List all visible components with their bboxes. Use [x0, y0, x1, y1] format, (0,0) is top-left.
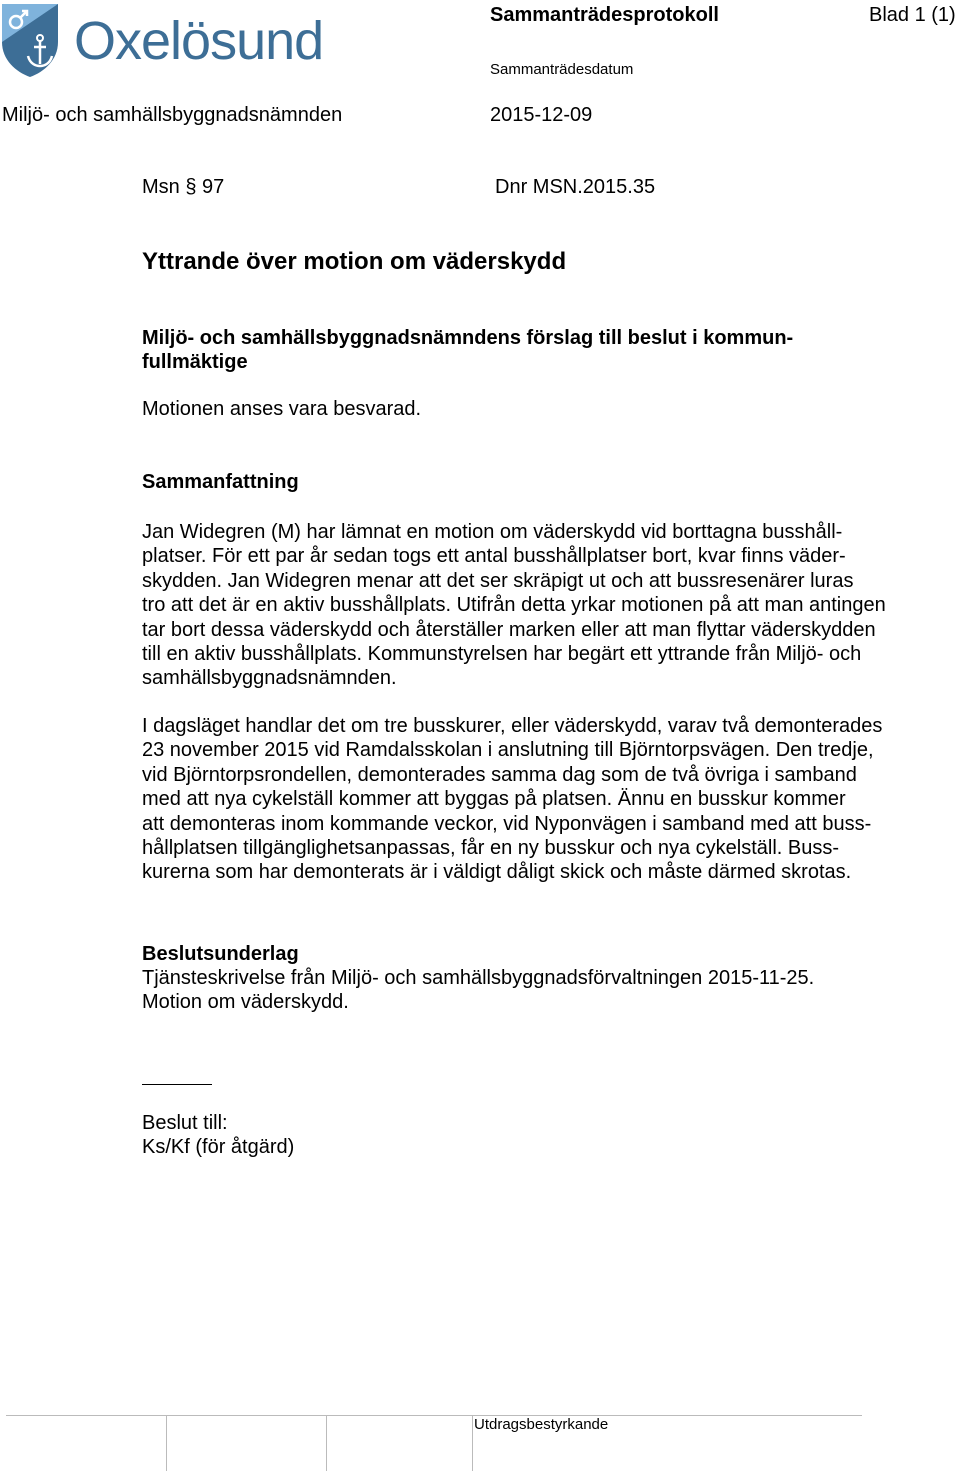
text-line: skydden. Jan Widegren menar att det ser skräpigt ut och att bussresenärer luras	[142, 569, 854, 592]
footer-divider	[6, 1415, 862, 1416]
decision-basis-item: Motion om väderskydd.	[142, 991, 349, 1013]
meeting-date: 2015-12-09	[490, 104, 593, 126]
signature-box-divider	[472, 1415, 473, 1471]
text-line: platser. För ett par år sedan togs ett antal busshållplatser bort, kvar finns väder-	[142, 545, 846, 568]
summary-paragraph-1	[142, 520, 932, 691]
document-heading: Yttrande över motion om väderskydd	[142, 248, 567, 275]
distribution-label: Beslut till:	[142, 1112, 228, 1134]
summary-heading: Sammanfattning	[142, 471, 299, 493]
municipality-shield-icon	[0, 2, 60, 78]
text-line: Jan Widegren (M) har lämnat en motion om väderskydd vid borttagna busshåll-	[142, 521, 843, 543]
protocol-title: Sammanträdesprotokoll	[490, 4, 719, 26]
text-line: med att nya cykelställ kommer att byggas på platsen. Ännu en busskur kommer	[142, 788, 846, 811]
proposed-decision: Motionen anses vara besvarad.	[142, 398, 422, 420]
summary-paragraph-2	[142, 714, 932, 885]
proposal-heading: Miljö- och samhällsbyggnadsnämndens förslag till beslut i kommun- fullmäktige	[142, 327, 794, 373]
extract-certification-label: Utdragsbestyrkande	[474, 1416, 609, 1433]
diary-number: Dnr MSN.2015.35	[495, 176, 656, 198]
committee-name: Miljö- och samhällsbyggnadsnämnden	[2, 104, 343, 126]
text-line: hållplatsen tillgänglighetsanpassas, får en ny busskur och nya cykelställ. Buss-	[142, 837, 840, 860]
text-line: vid Björntorpsrondellen, demonterades samma dag som de två övriga i samband	[142, 763, 857, 786]
text-line: samhällsbyggnadsnämnden.	[142, 667, 397, 690]
text-line: tar bort dessa väderskydd och återställer marken eller att man flyttar väderskydden	[142, 618, 876, 641]
signature-box-divider	[166, 1415, 167, 1471]
municipality-logo-text: Oxelösund	[74, 11, 324, 71]
paragraph-number: Msn § 97	[142, 176, 225, 198]
text-line: 23 november 2015 vid Ramdalsskolan i anslutning till Björntorpsvägen. Den tredje,	[142, 739, 874, 762]
decision-basis-heading: Beslutsunderlag	[142, 943, 299, 965]
text-line: att demonteras inom kommande veckor, vid Nyponvägen i samband med att buss-	[142, 812, 872, 835]
decision-basis-item: Tjänsteskrivelse från Miljö- och samhällsbyggnadsförvaltningen 2015-11-25.	[142, 967, 815, 989]
signature-box-divider	[326, 1415, 327, 1471]
page-indicator: Blad 1 (1)	[869, 4, 956, 26]
separator-line	[142, 1084, 212, 1085]
meeting-date-label: Sammanträdesdatum	[490, 61, 634, 78]
text-line: I dagsläget handlar det om tre busskurer, eller väderskydd, varav två demonterades	[142, 715, 883, 737]
text-line: till en aktiv busshållplats. Kommunstyrelsen har begärt ett yttrande från Miljö- och	[142, 643, 862, 666]
distribution-recipients: Ks/Kf (för åtgärd)	[142, 1136, 295, 1158]
text-line: kurerna som har demonterats är i väldigt dåligt skick och måste därmed skrotas.	[142, 861, 852, 884]
text-line: tro att det är en aktiv busshållplats. Utifrån detta yrkar motionen på att man antingen	[142, 594, 886, 617]
